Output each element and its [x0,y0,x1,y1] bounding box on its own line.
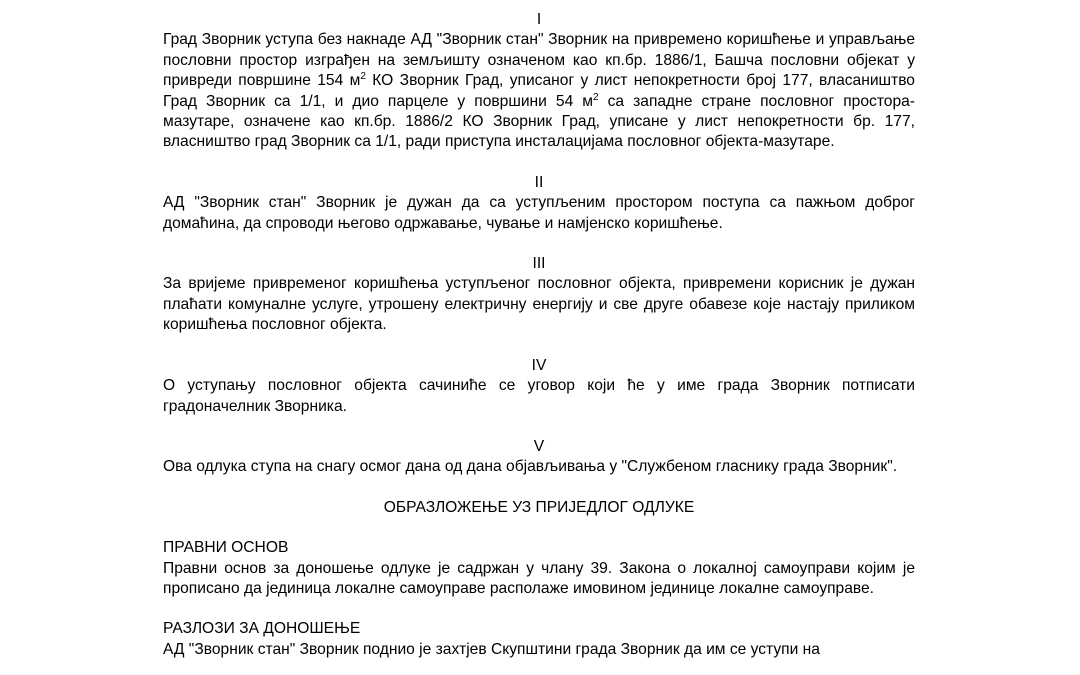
reasons-text: АД "Зворник стан" Зворник поднио је захтјев Скупштини града Зворник да им се уступи на [163,640,820,658]
legal-basis-text: Правни основ за доношење одлуке је садржан у члану 39. Закона о локалној самоуправи којим је прописано да јединица локалне самоуправе располаже имовином јединице локалне самоуправе. [163,559,915,597]
reasons-title: РАЗЛОЗИ ЗА ДОНОШЕЊЕ [163,620,361,638]
article-number-2: II [534,173,544,191]
article-1-part-2: КО Зворник Град, уписаног у лист непокретности број 177, власаништво Град Зворник са 1/1, и дио парцеле у површини 54 м [163,72,915,110]
article-number-1: I [536,11,542,28]
article-text-1 [163,30,915,152]
article-1-sup-1: 2 [360,71,366,83]
article-1-part-1: Град Зворник уступа без накнаде АД "Зворник стан" Зворник на привремено коришћење и управљање пословни простор изграђен на земљишту означеном као кп.бр. 1886/1, Башча пословни објекат у привреди површине 154 м [163,31,915,90]
article-number-5: V [533,437,545,455]
explanation-heading: ОБРАЗЛОЖЕЊЕ УЗ ПРИЈЕДЛОГ ОДЛУКЕ [383,498,695,516]
article-number-4: IV [531,356,547,374]
legal-basis-title: ПРАВНИ ОСНОВ [163,539,289,557]
article-text-3: За вријеме привременог коришћења уступљеног пословног објекта, привремени корисник је дужан плаћати комуналне услуге, утрошену електричну енергију и све друге обавезе које настају приликом коришћења пословног објекта. [163,275,915,334]
article-number-3: III [532,255,546,273]
article-1-sup-2: 2 [593,91,599,103]
article-text-5: Ова одлука ступа на снагу осмог дана од дана објављивања у "Службеном гласнику града Зворник". [163,458,898,476]
article-text-2: АД "Зворник стан" Зворник је дужан да са уступљеним простором поступа са пажњом доброг домаћина, да спроводи његово одржавање, чување и намјенско коришћење. [163,194,915,232]
article-text-4: О уступању пословног објекта сачиниће се уговор који ће у име града Зворник потписати градоначелник Зворника. [163,377,915,415]
article-1-part-3: са западне стране пословног простора-мазутаре, означене као кп.бр. 1886/2 КО Зворник Град, уписане у лист непокретности бр. 177, власништво град Зворник са 1/1, ради приступа инсталацијама пословног објекта-мазутаре. [163,92,915,151]
document-body [163,10,915,660]
